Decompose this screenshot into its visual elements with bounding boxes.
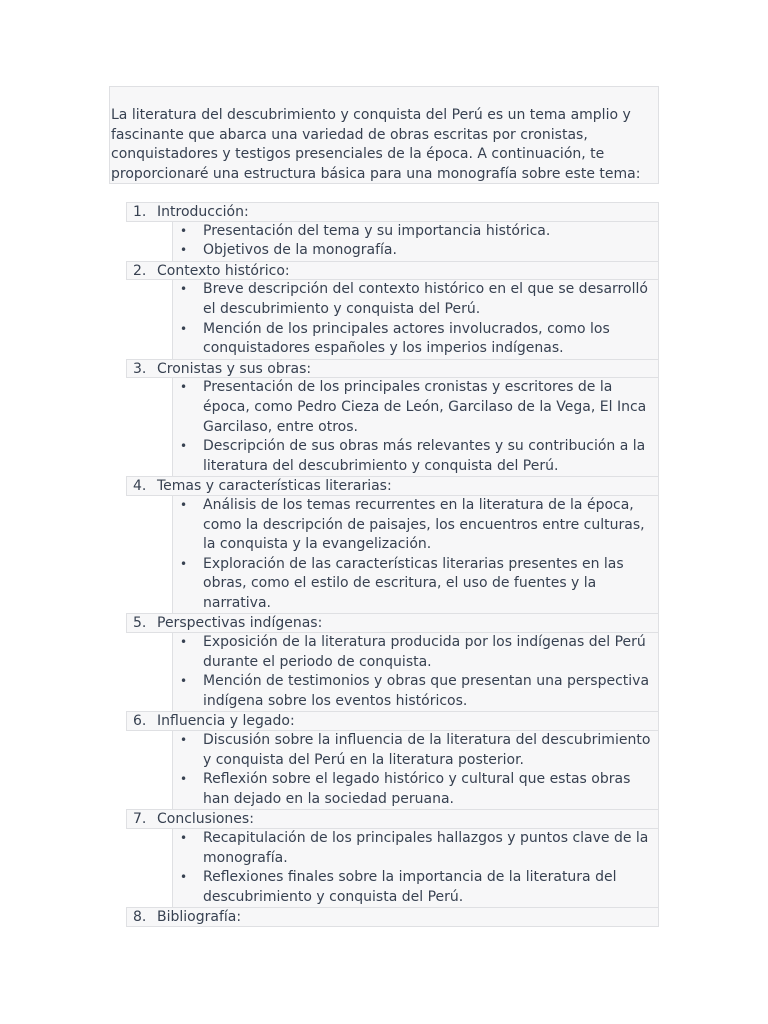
- bullet-icon: •: [180, 556, 188, 571]
- bullet-icon: •: [180, 321, 188, 336]
- section-heading: [126, 202, 659, 222]
- outline-section: [126, 261, 659, 359]
- point-text: Exploración de las características literarias presentes en las obras, como el estilo de escritura, el uso de fuentes y la narrativa.: [203, 555, 624, 611]
- section-title: Contexto histórico:: [157, 262, 290, 279]
- section-number: 8.: [133, 909, 147, 926]
- section-heading: [126, 711, 659, 731]
- point-text: Presentación de los principales cronistas y escritores de la época, como Pedro Cieza de León, Garcilaso de la Vega, El Inca Garcilaso, entre otros.: [203, 379, 647, 435]
- section-point: [173, 437, 658, 476]
- point-text: Mención de los principales actores involucrados, como los conquistadores españoles y los imperios indígenas.: [203, 320, 610, 357]
- point-text: Mención de testimonios y obras que presentan una perspectiva indígena sobre los eventos históricos.: [203, 673, 650, 709]
- section-title: Bibliografía:: [157, 909, 242, 926]
- section-title: Temas y características literarias:: [157, 478, 392, 495]
- section-point: [173, 280, 658, 319]
- bullet-icon: •: [180, 282, 188, 297]
- section-point: [173, 868, 658, 907]
- bullet-icon: •: [180, 635, 188, 650]
- bullet-icon: •: [180, 380, 188, 395]
- section-number: 2.: [133, 262, 147, 279]
- outline-section: [126, 809, 659, 907]
- section-number: 3.: [133, 360, 147, 377]
- section-point: [173, 496, 658, 555]
- section-heading: [126, 613, 659, 633]
- point-text: Objetivos de la monografía.: [203, 242, 397, 259]
- section-points: [172, 378, 659, 476]
- intro-paragraph-block: [109, 86, 659, 184]
- section-point: [173, 731, 658, 770]
- bullet-icon: •: [180, 439, 188, 454]
- bullet-icon: •: [180, 831, 188, 845]
- section-points: [172, 829, 659, 907]
- bullet-icon: •: [180, 870, 188, 885]
- section-point: [173, 378, 658, 437]
- section-heading: [126, 476, 659, 496]
- outline-section: [126, 907, 659, 927]
- point-text: Reflexiones finales sobre la importancia de la literatura del descubrimiento y conquista del Perú.: [203, 869, 617, 905]
- section-number: 6.: [133, 713, 147, 730]
- section-title: Introducción:: [157, 204, 249, 220]
- bullet-icon: •: [180, 674, 188, 689]
- bullet-icon: •: [180, 772, 188, 787]
- section-points: [172, 280, 659, 358]
- section-point: [173, 770, 658, 809]
- outline-section: [126, 202, 659, 261]
- outline-section: [126, 476, 659, 613]
- section-point: [173, 241, 658, 261]
- section-number: 5.: [133, 615, 147, 632]
- section-points: [172, 731, 659, 809]
- section-heading: [126, 809, 659, 829]
- bullet-icon: •: [180, 733, 188, 748]
- section-point: [173, 672, 658, 711]
- section-heading: [126, 907, 659, 927]
- section-title: Influencia y legado:: [157, 713, 295, 730]
- point-text: Exposición de la literatura producida por los indígenas del Perú durante el periodo de conquista.: [203, 634, 646, 670]
- monograph-outline: [126, 202, 659, 927]
- intro-paragraph: La literatura del descubrimiento y conquista del Perú es un tema amplio y fascinante que abarca una variedad de obras escritas por cronistas, conquistadores y testigos presenciales de la época. A continuación, te proporcionaré una estructura básica para una monografía sobre este tema:: [111, 107, 641, 182]
- section-title: Cronistas y sus obras:: [157, 360, 312, 377]
- point-text: Descripción de sus obras más relevantes y su contribución a la literatura del descubrimiento y conquista del Perú.: [203, 438, 646, 474]
- section-number: 4.: [133, 478, 147, 495]
- section-heading: [126, 359, 659, 379]
- section-point: [173, 222, 658, 242]
- bullet-icon: •: [180, 243, 188, 258]
- section-heading: [126, 261, 659, 281]
- point-text: Presentación del tema y su importancia histórica.: [203, 222, 551, 239]
- outline-section: [126, 359, 659, 477]
- point-text: Discusión sobre la influencia de la literatura del descubrimiento y conquista del Perú en la literatura posterior.: [203, 732, 651, 768]
- point-text: Análisis de los temas recurrentes en la literatura de la época, como la descripción de paisajes, los encuentros entre culturas, la conquista y la evangelización.: [203, 496, 645, 553]
- section-point: [173, 320, 658, 359]
- section-point: [173, 829, 658, 868]
- bullet-icon: •: [180, 497, 188, 512]
- section-points: [172, 633, 659, 711]
- bullet-icon: •: [180, 223, 188, 238]
- outline-section: [126, 711, 659, 809]
- section-number: 7.: [133, 811, 147, 828]
- section-points: [172, 496, 659, 614]
- section-title: Conclusiones:: [157, 811, 254, 828]
- point-text: Reflexión sobre el legado histórico y cultural que estas obras han dejado en la sociedad peruana.: [203, 771, 631, 807]
- section-point: [173, 555, 658, 614]
- outline-section: [126, 613, 659, 711]
- section-title: Perspectivas indígenas:: [157, 615, 323, 632]
- section-point: [173, 633, 658, 672]
- section-points: [172, 222, 659, 261]
- point-text: Breve descripción del contexto histórico en el que se desarrolló el descubrimiento y conquista del Perú.: [203, 281, 648, 317]
- section-number: 1.: [133, 204, 147, 220]
- point-text: Recapitulación de los principales hallazgos y puntos clave de la monografía.: [203, 830, 649, 866]
